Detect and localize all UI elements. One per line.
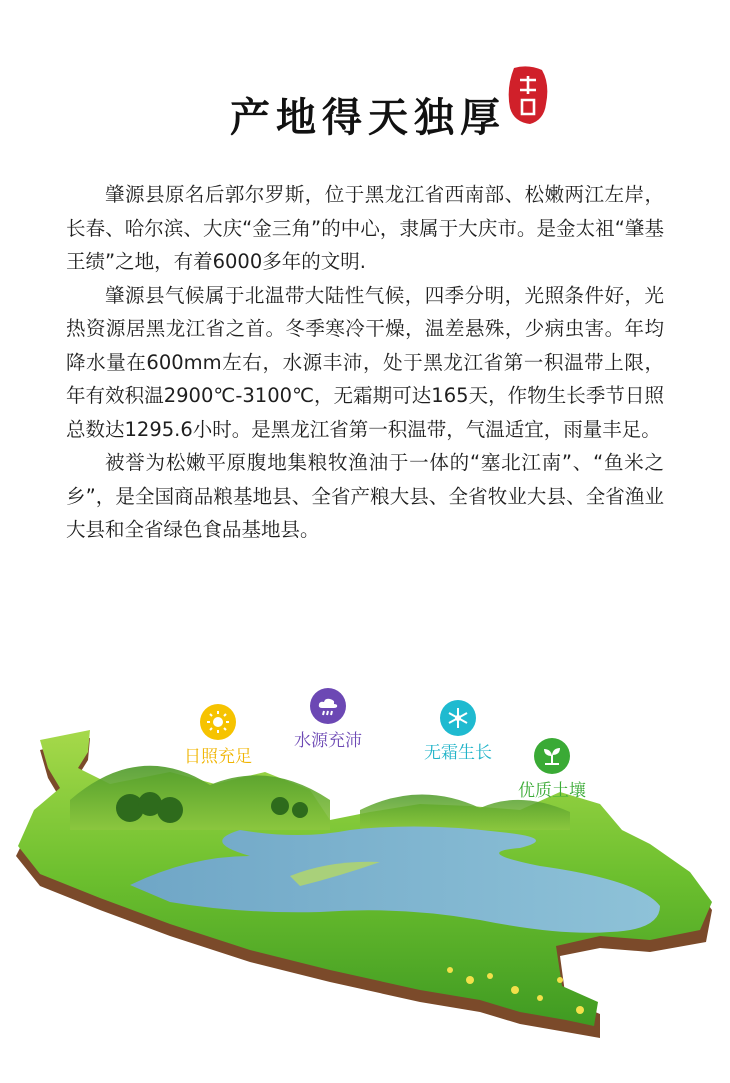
intro-paragraph-1: 肇源县原名后郭尔罗斯，位于黑龙江省西南部、松嫩两江左岸，长春、哈尔滨、大庆“金三角”的中心，隶属于大庆市。是金太祖“肇基王绩”之地，有着6000多年的文明. [66, 183, 664, 273]
sprout-icon [534, 738, 570, 774]
seal-stamp-icon [506, 64, 550, 126]
snowflake-icon [440, 700, 476, 736]
feature-frostfree [424, 700, 492, 763]
feature-sunshine [184, 704, 252, 767]
intro-text [66, 178, 664, 547]
page-title: 产地得天独厚 [230, 94, 506, 141]
sun-icon [200, 704, 236, 740]
feature-label: 水源充沛 [294, 731, 362, 751]
feature-label: 优质土壤 [518, 781, 586, 801]
feature-soil [518, 738, 586, 801]
map-illustration [0, 680, 730, 1079]
feature-label: 日照充足 [184, 747, 252, 767]
rain-cloud-icon [310, 688, 346, 724]
feature-label: 无霜生长 [424, 743, 492, 763]
landscape-map [0, 680, 730, 1079]
intro-paragraph-2: 肇源县气候属于北温带大陆性气候，四季分明，光照条件好，光热资源居黑龙江省之首。冬季寒冷干燥，温差悬殊，少病虫害。年均降水量在600mm左右，水源丰沛，处于黑龙江省第一积温带上限，年有效积温2900℃-3100℃，无霜期可达165天，作物生长季节日照总数达1295.6小时。是黑龙江省第一积温带，气温适宜，雨量丰足。 [66, 283, 664, 441]
intro-paragraph-3: 被誉为松嫩平原腹地集粮牧渔油于一体的“塞北江南”、“鱼米之乡”，是全国商品粮基地县、全省产粮大县、全省牧业大县、全省渔业大县和全省绿色食品基地县。 [66, 451, 664, 541]
feature-water [294, 688, 362, 751]
